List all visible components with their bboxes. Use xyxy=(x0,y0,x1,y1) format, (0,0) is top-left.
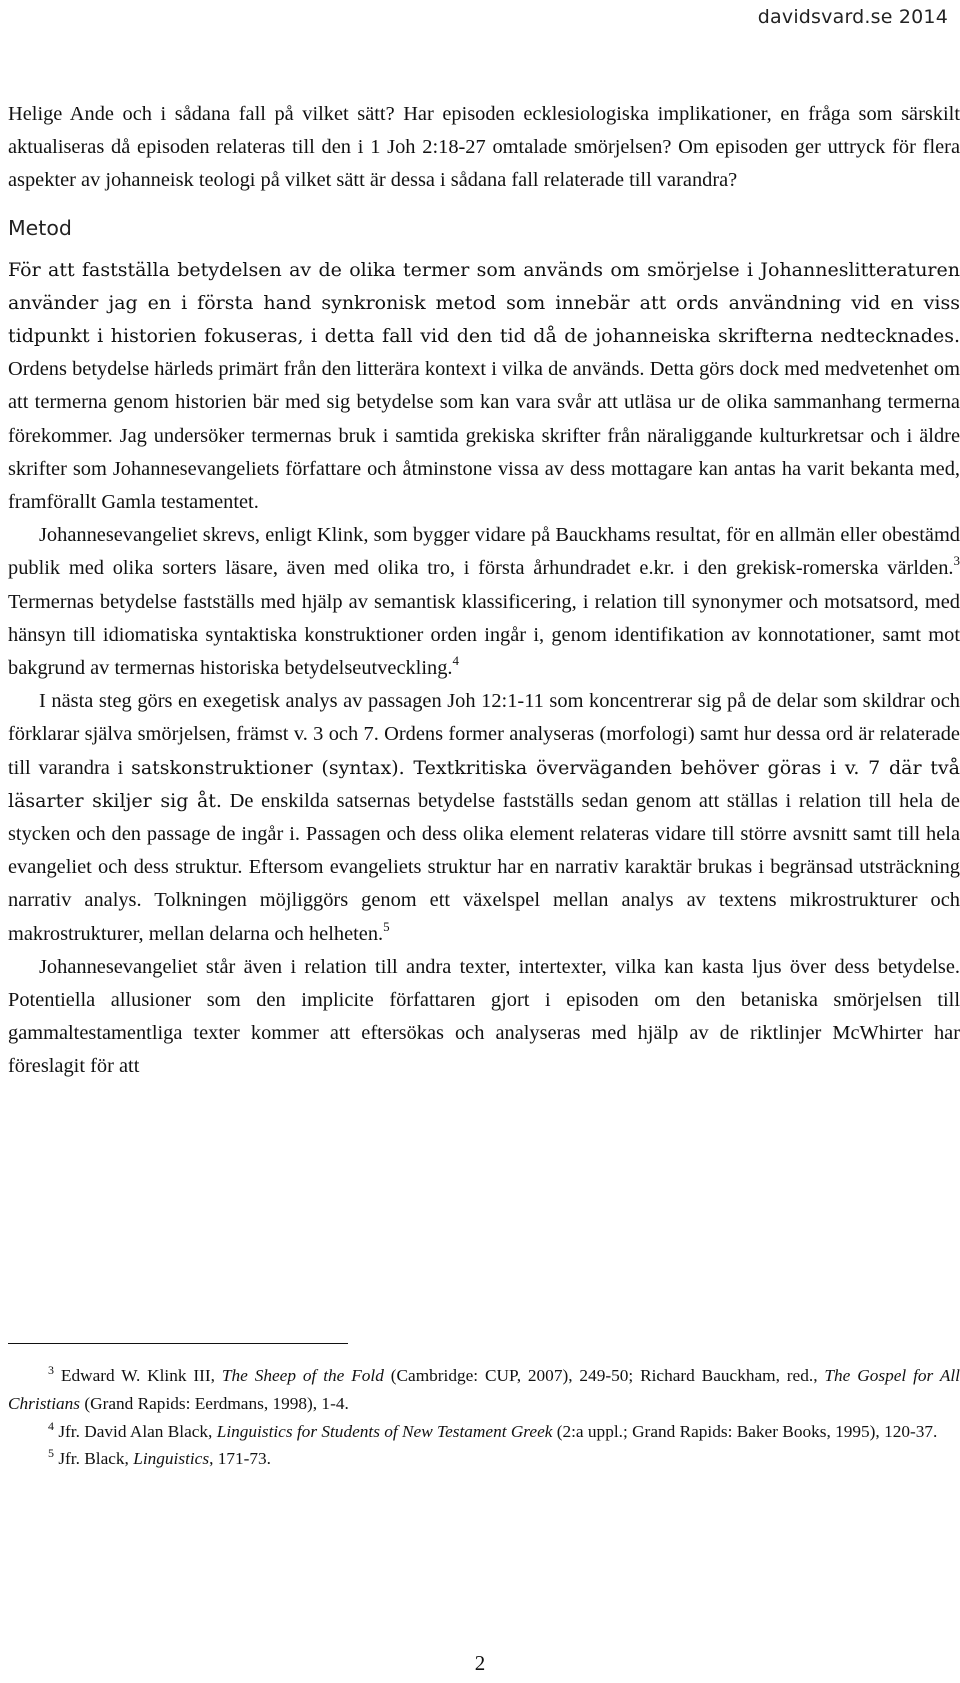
footnote-title: The Gospel for All Christians xyxy=(8,1366,960,1413)
footnote-ref-5[interactable]: 5 xyxy=(383,918,390,934)
footnote-title: The Sheep of the Fold xyxy=(221,1366,384,1385)
footnote-title: Linguistics for Students of New Testament Greek xyxy=(216,1421,553,1441)
body-text xyxy=(8,98,960,1084)
footnote-number: 3 xyxy=(48,1363,54,1377)
footnote-text: Jfr. Black, xyxy=(54,1449,134,1469)
footnote-number: 5 xyxy=(48,1446,54,1461)
footnote-text: Jfr. David Alan Black, xyxy=(54,1421,217,1441)
footnote-text: , 171-73. xyxy=(209,1449,271,1469)
footnote-5 xyxy=(8,1445,960,1473)
method-paragraph-3-part-b: satskonstruktioner (syntax). Textkritiska överväganden behöver göras i v. 7 där två läsarter skiljer sig åt. xyxy=(8,756,960,812)
method-paragraph-3-part-a: I nästa steg görs en exegetisk analys av passagen Joh 12:1-11 som koncentrerar sig på de delar som skildrar och förklarar själva smörjelsen, främst v. 3 och 7. Ordens former analyseras (morfologi) samt hur dessa ord är relaterade till varandra i xyxy=(8,690,960,779)
method-paragraph-4: Johannesevangeliet står även i relation till andra texter, intertexter, vilka kan kasta ljus över dess betydelse. Potentiella allusioner som den implicite författaren gjort i episoden om den betaniska smörjelsen till gammaltestamentliga texter kommer att eftersökas och analyseras med hjälp av de riktlinjer McWhirter har föreslagit för att xyxy=(8,955,960,1078)
footnote-text: (Cambridge: CUP, 2007), 249-50; Richard Bauckham, red., xyxy=(383,1366,825,1385)
site-header: davidsvard.se 2014 xyxy=(757,6,948,28)
intro-paragraph: Helige Ande och i sådana fall på vilket sätt? Har episoden ecklesiologiska implikationer, en fråga som särskilt aktualiseras då episoden relateras till den i 1 Joh 2:18-27 omtalade smörjelsen? Om episoden ger uttryck för flera aspekter av johanneisk teologi på vilket sätt är dessa i sådana fall relaterade till varandra? xyxy=(8,103,960,192)
method-paragraph-2-part-a: Johannesevangeliet skrevs, enligt Klink, som bygger vidare på Bauckhams resultat, för en allmän eller obestämd publik med olika sorters läsare, även med olika tro, i första århundradet e.kr. i den grekisk-romerska världen. xyxy=(8,524,960,580)
method-paragraph-1-part-a: För att fastställa betydelsen av de olika termer som används om smörjelse i Johanneslitteraturen använder jag en i första hand synkronisk metod som innebär att ords användning vid en viss tidpunkt i historien fokuseras, i detta fall vid den tid då de johanneiska skrifterna nedtecknades. xyxy=(8,258,960,348)
footnotes xyxy=(8,1362,960,1473)
footnote-text: Edward W. Klink III, xyxy=(54,1366,222,1385)
footnote-number: 4 xyxy=(48,1418,54,1433)
footnote-ref-4[interactable]: 4 xyxy=(452,653,460,669)
footnote-title: Linguistics xyxy=(133,1449,210,1469)
page-number: 2 xyxy=(474,1651,486,1675)
section-heading: Metod xyxy=(8,215,72,240)
footnote-3 xyxy=(8,1362,960,1418)
footnote-4 xyxy=(8,1418,960,1446)
method-paragraph-3 xyxy=(8,685,960,951)
method-paragraph-3-part-c: De enskilda satsernas betydelse fastställs sedan genom att ställas i relation till hela de stycken och den passage de ingår i. Passagen och dess olika element relateras vidare till större avsnitt samt till hela evangeliet och dess struktur. Eftersom evangeliets struktur har en narrativ karaktär brukas i begränsad utsträckning narrativ analys. Tolkningen möjliggörs genom ett växelspel mellan analys av textens mikrostrukturer och makrostrukturer, mellan delarna och helheten. xyxy=(8,789,960,945)
method-paragraph-2 xyxy=(8,519,960,685)
method-paragraph-2-part-b: Termernas betydelse fastställs med hjälp av semantisk klassificering, i relation till synonymer och motsatsord, med hänsyn till idiomatiska syntaktiska konstruktioner orden ingår i, genom identifikation av konnotationer, samt mot bakgrund av termernas historiska betydelseutveckling. xyxy=(8,590,960,680)
footnote-separator xyxy=(8,1343,348,1344)
footnote-text: (2:a uppl.; Grand Rapids: Baker Books, 1995), 120-37. xyxy=(552,1421,938,1441)
footnote-ref-3[interactable]: 3 xyxy=(953,553,960,569)
method-paragraph-1 xyxy=(8,254,960,520)
footnote-text: (Grand Rapids: Eerdmans, 1998), 1-4. xyxy=(80,1393,349,1413)
method-paragraph-1-part-b: Ordens betydelse härleds primärt från den litterära kontext i vilka de används. Detta görs dock med medvetenhet om att termerna genom historien bär med sig betydelse som kan vara svår att utläsa ur de olika sammanhang termerna förekommer. Jag undersöker termernas bruk i samtida grekiska skrifter från näraliggande kulturkretsar och i äldre skrifter som Johannesevangeliets författare och åtminstone vissa av dess mottagare kan antas ha varit bekanta med, framförallt Gamla testamentet. xyxy=(8,358,960,514)
